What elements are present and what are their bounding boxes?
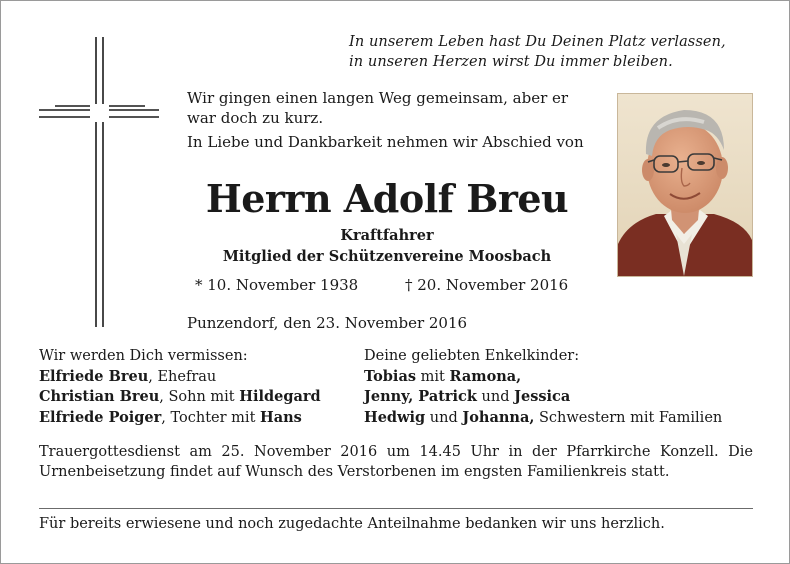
- mourner-name: Elfriede Poiger: [39, 408, 162, 426]
- mourner-name: Christian Breu: [39, 388, 160, 405]
- connector-text: und: [425, 409, 463, 426]
- membership: Mitglied der Schützenvereine Moosbach: [222, 248, 552, 265]
- connector-text: Schwestern mit Familien: [534, 409, 723, 426]
- grandchildren-heading: Deine geliebten Enkelkinder:: [364, 348, 580, 364]
- intro-paragraph-2: In Liebe und Dankbarkeit nehmen wir Abschied von: [187, 133, 584, 151]
- mourner-partner: Hildegard: [239, 388, 321, 405]
- intro-paragraph-1: Wir gingen einen langen Weg gemeinsam, aber er war doch zu kurz.: [187, 89, 569, 127]
- mourner-relation: , Ehefrau: [148, 368, 217, 385]
- connector-text: mit: [416, 368, 450, 385]
- portrait-photo: [617, 93, 753, 277]
- mourner-row: [39, 387, 359, 408]
- grandchild-name: Jenny, Patrick: [364, 388, 477, 405]
- grandchild-name: Hedwig: [364, 408, 426, 426]
- thanks-text: Für bereits erwiesene und noch zugedachte Anteilnahme bedanken wir uns herzlich.: [39, 516, 665, 532]
- mourners-grandchildren: [364, 347, 784, 428]
- grandchildren-row: [364, 367, 784, 388]
- mourner-name: Elfriede Breu: [39, 367, 149, 385]
- grandchild-name: Jessica: [514, 388, 571, 405]
- intro-text: [187, 88, 597, 156]
- motto-line-1: In unserem Leben hast Du Deinen Platz verlassen,: [349, 34, 726, 50]
- grandchild-name: Tobias: [364, 367, 417, 385]
- mourner-relation: , Tochter mit: [161, 409, 261, 426]
- motto-line-2: in unseren Herzen wirst Du immer bleiben.: [349, 54, 673, 70]
- birth-date: * 10. November 1938: [195, 276, 359, 294]
- divider: [39, 508, 753, 509]
- death-date: † 20. November 2016: [405, 276, 569, 294]
- grandchild-name: Ramona,: [449, 367, 522, 385]
- mourners-family: [39, 347, 359, 428]
- connector-text: und: [476, 389, 515, 405]
- motto: [349, 32, 769, 72]
- mourners-family-heading: Wir werden Dich vermissen:: [39, 348, 248, 364]
- grandchildren-row: [364, 408, 784, 429]
- place-and-date: Punzendorf, den 23. November 2016: [187, 314, 468, 332]
- cross-icon: [37, 35, 161, 329]
- mourner-partner: Hans: [260, 408, 302, 426]
- funeral-service-text: Trauergottesdienst am 25. November 2016 um 14.45 Uhr in der Pfarrkirche Konzell. Die Urnenbeisetzung findet auf Wunsch des Verstorbenen im engsten Familienkreis statt.: [39, 444, 753, 480]
- deceased-name: Herrn Adolf Breu: [205, 176, 569, 221]
- mourner-relation: , Sohn mit: [159, 389, 240, 405]
- grandchild-name: Johanna,: [462, 408, 535, 426]
- occupation: Kraftfahrer: [340, 227, 434, 244]
- mourner-row: [39, 408, 359, 429]
- portrait-image: [618, 94, 752, 276]
- grandchildren-row: [364, 387, 784, 408]
- mourner-row: [39, 367, 359, 388]
